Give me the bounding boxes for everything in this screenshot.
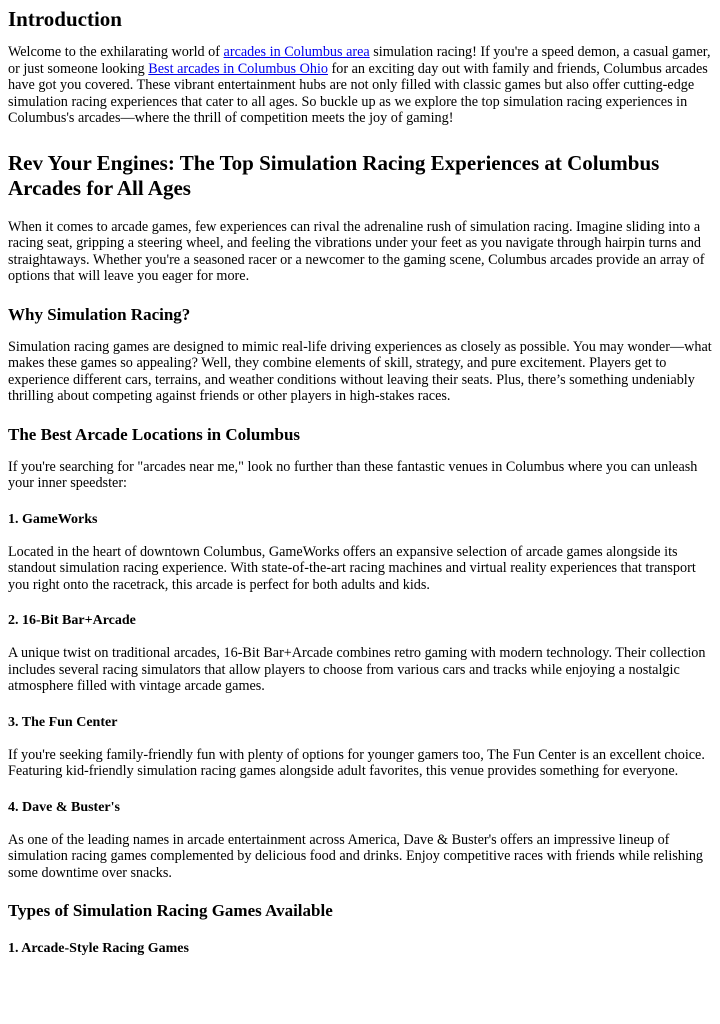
intro-text-end: for an exciting day out with family and friends, Columbus arcades have got you covered. These vibrant entertainment hubs are not only filled with classic games but also offer cutting-edge simulation racing experiences that cater to all ages. So buckle up as we explore the top simulation racing experiences in Columbus's arcades—where the thrill of competition meets the joy of gaming! — [8, 60, 708, 126]
why-paragraph: Simulation racing games are designed to mimic real-life driving experiences as closely as possible. You may wonder—what makes these games so appealing? Well, they combine elements of skill, strategy, and pure excitement. Players get to experience different cars, terrains, and weather conditions without leaving their seats. Plus, there’s something undeniably thrilling about competing against friends or other players in high-stakes races. — [8, 338, 712, 404]
arcades-columbus-area-link[interactable]: arcades in Columbus area — [223, 44, 370, 60]
article — [0, 7, 720, 957]
rev-heading: Rev Your Engines: The Top Simulation Racing Experiences at Columbus Arcades for All Ages — [8, 150, 660, 200]
intro-paragraph — [8, 44, 712, 127]
location-title-16-bit: 2. 16-Bit Bar+Arcade — [8, 613, 136, 628]
location-text-dave-busters: As one of the leading names in arcade entertainment across America, Dave & Buster's offers an impressive lineup of simulation racing games complemented by delicious food and drinks. Enjoy competitive races with friends while relishing some downtime over snacks. — [8, 831, 704, 881]
location-text-fun-center: If you're seeking family-friendly fun with plenty of options for younger gamers too, The Fun Center is an excellent choice. Featuring kid-friendly simulation racing games alongside adult favorites, this venue provides something for everyone. — [8, 746, 705, 779]
why-heading: Why Simulation Racing? — [8, 304, 191, 324]
intro-text-middle: simulation racing! If you're a speed demon, a casual gamer, or just someone looking — [8, 44, 711, 77]
location-text-16-bit: A unique twist on traditional arcades, 16-Bit Bar+Arcade combines retro gaming with modern technology. Their collection includes several racing simulators that allow players to choose from various cars and tracks while enjoying a nostalgic atmosphere filled with vintage arcade games. — [8, 645, 706, 694]
types-item-arcade-style: 1. Arcade-Style Racing Games — [8, 941, 189, 956]
types-heading: Types of Simulation Racing Games Available — [8, 901, 333, 920]
intro-heading: Introduction — [8, 7, 122, 31]
rev-paragraph: When it comes to arcade games, few experiences can rival the adrenaline rush of simulation racing. Imagine sliding into a racing seat, gripping a steering wheel, and feeling the vibrations under your feet as you navigate through hairpin turns and straightaways. Whether you're a seasoned racer or a newcomer to the gaming scene, Columbus arcades provide an array of options that will leave you eager for more. — [8, 218, 705, 284]
locations-heading: The Best Arcade Locations in Columbus — [8, 424, 301, 444]
location-title-dave-busters: 4. Dave & Buster's — [8, 799, 120, 815]
location-title-fun-center: 3. The Fun Center — [8, 714, 118, 730]
intro-text-start: Welcome to the exhilarating world of — [8, 44, 224, 60]
location-text-gameworks: Located in the heart of downtown Columbus, GameWorks offers an expansive selection of arcade games alongside its standout simulation racing experience. With state-of-the-art racing machines and virtual reality experiences that transport you right onto the racetrack, this arcade is perfect for both adults and kids. — [8, 543, 696, 593]
best-arcades-columbus-link[interactable]: Best arcades in Columbus Ohio — [148, 60, 328, 77]
locations-paragraph: If you're searching for "arcades near me," look no further than these fantastic venues in Columbus where you can unleash your inner speedster: — [8, 458, 698, 491]
location-title-gameworks: 1. GameWorks — [8, 511, 98, 527]
